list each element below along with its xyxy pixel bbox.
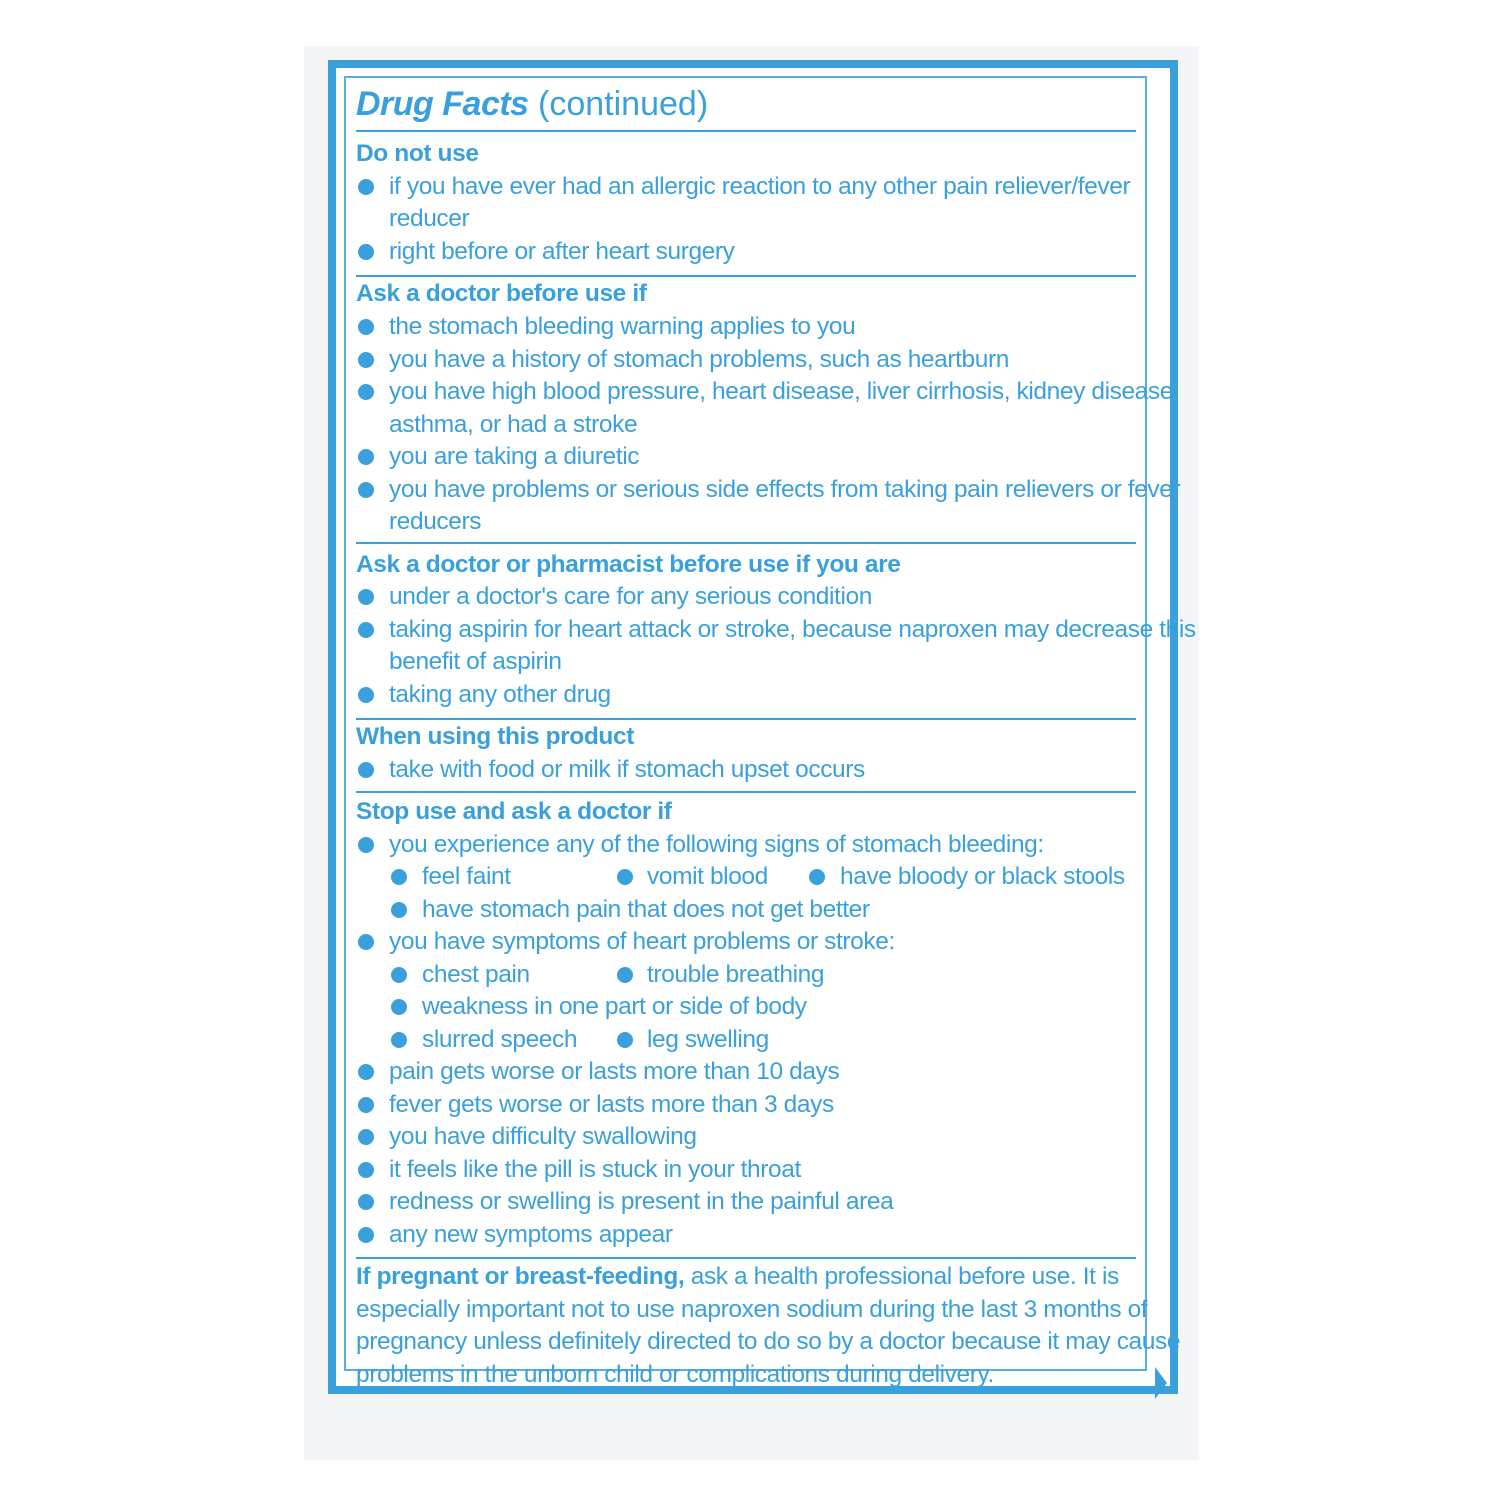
list-item-continuation: reducer (389, 205, 470, 232)
section-divider (356, 275, 1136, 277)
bullet-icon (358, 837, 374, 853)
bullet-icon (358, 934, 374, 950)
sub-list-item: have stomach pain that does not get better (422, 896, 870, 923)
title-drug-facts: Drug Facts (356, 85, 529, 123)
list-item: take with food or milk if stomach upset occurs (346, 754, 1145, 786)
sub-list-item: trouble breathing (647, 961, 825, 988)
heading-when-using: When using this product (356, 723, 634, 750)
sub-list-item: have bloody or black stools (840, 863, 1125, 890)
list-item: taking any other drug (346, 679, 1145, 711)
list-item: you have problems or serious side effects from taking pain relievers or fever (346, 474, 1145, 506)
sub-list-item: vomit blood (647, 863, 768, 890)
bullet-icon (358, 1227, 374, 1243)
bullet-icon (358, 687, 374, 703)
sub-list-item: chest pain (422, 961, 530, 988)
bullet-icon (358, 1194, 374, 1210)
section-divider (356, 542, 1136, 544)
bullet-icon (391, 1032, 407, 1048)
title-divider (356, 130, 1136, 132)
section-divider (356, 1257, 1136, 1259)
bullet-icon (617, 869, 633, 885)
heading-do-not-use: Do not use (356, 140, 479, 167)
title-continued: (continued) (528, 85, 709, 123)
bullet-icon (617, 1032, 633, 1048)
list-item: taking aspirin for heart attack or stroke, because naproxen may decrease this (346, 614, 1145, 646)
pregnancy-lead: If pregnant or breast-feeding, (356, 1263, 685, 1290)
list-item: right before or after heart surgery (346, 236, 1145, 268)
drug-facts-content (346, 78, 1196, 1388)
bullet-icon (358, 482, 374, 498)
list-item: you have a history of stomach problems, such as heartburn (346, 344, 1145, 376)
panel-title (356, 82, 1135, 126)
bullet-icon (358, 1129, 374, 1145)
list-item: under a doctor's care for any serious condition (346, 581, 1145, 613)
list-item: you experience any of the following signs of stomach bleeding: (346, 829, 1145, 861)
list-item: the stomach bleeding warning applies to you (346, 311, 1145, 343)
list-item-continuation: reducers (389, 508, 482, 535)
sub-list-item: feel faint (422, 863, 511, 890)
pregnancy-paragraph-line: especially important not to use naproxen sodium during the last 3 months of (356, 1296, 1148, 1323)
bullet-icon (358, 179, 374, 195)
heading-ask-doctor: Ask a doctor before use if (356, 280, 647, 307)
bullet-icon (358, 1097, 374, 1113)
section-divider (356, 718, 1136, 720)
list-item-continuation: benefit of aspirin (389, 648, 562, 675)
list-item: you have high blood pressure, heart disease, liver cirrhosis, kidney disease, (346, 376, 1145, 408)
sub-list-item: weakness in one part or side of body (422, 993, 807, 1020)
list-item: you have difficulty swallowing (346, 1121, 1145, 1153)
bullet-icon (358, 352, 374, 368)
bullet-icon (358, 384, 374, 400)
list-item: fever gets worse or lasts more than 3 days (346, 1089, 1145, 1121)
bullet-icon (358, 1064, 374, 1080)
label-card (304, 46, 1199, 1460)
bullet-icon (358, 589, 374, 605)
bullet-icon (358, 762, 374, 778)
bullet-icon (358, 622, 374, 638)
pregnancy-paragraph-line: problems in the unborn child or complications during delivery. (356, 1361, 994, 1388)
list-item: if you have ever had an allergic reaction to any other pain reliever/fever (346, 171, 1145, 203)
section-divider (356, 791, 1136, 793)
continue-arrow-icon (1155, 1367, 1167, 1399)
sub-list-row (346, 894, 1145, 926)
bullet-icon (809, 869, 825, 885)
sub-list-row (346, 991, 1145, 1023)
drug-facts-inner-border (344, 76, 1196, 1388)
list-item: it feels like the pill is stuck in your throat (346, 1154, 1145, 1186)
bullet-icon (391, 999, 407, 1015)
bullet-icon (391, 902, 407, 918)
sub-list-row (346, 959, 1145, 991)
sub-list-row (346, 1024, 1145, 1056)
list-item: you have symptoms of heart problems or stroke: (346, 926, 1145, 958)
sub-list-item: slurred speech (422, 1026, 578, 1053)
sub-list-row (346, 861, 1145, 893)
bullet-icon (617, 967, 633, 983)
pregnancy-paragraph-line: If pregnant or breast-feeding, ask a health professional before use. It is (356, 1263, 1119, 1290)
bullet-icon (358, 1162, 374, 1178)
bullet-icon (358, 449, 374, 465)
bullet-icon (391, 869, 407, 885)
drug-facts-panel (328, 60, 1196, 1394)
list-item-continuation: asthma, or had a stroke (389, 411, 638, 438)
bullet-icon (391, 967, 407, 983)
list-item: redness or swelling is present in the painful area (346, 1186, 1145, 1218)
list-item: any new symptoms appear (346, 1219, 1145, 1251)
pregnancy-paragraph-line: pregnancy unless definitely directed to do so by a doctor because it may cause (356, 1328, 1181, 1355)
heading-ask-pharmacist: Ask a doctor or pharmacist before use if you are (356, 551, 901, 578)
list-item: you are taking a diuretic (346, 441, 1145, 473)
heading-stop-use: Stop use and ask a doctor if (356, 798, 672, 825)
sub-list-item: leg swelling (647, 1026, 769, 1053)
bullet-icon (358, 319, 374, 335)
bullet-icon (358, 244, 374, 260)
list-item: pain gets worse or lasts more than 10 days (346, 1056, 1145, 1088)
